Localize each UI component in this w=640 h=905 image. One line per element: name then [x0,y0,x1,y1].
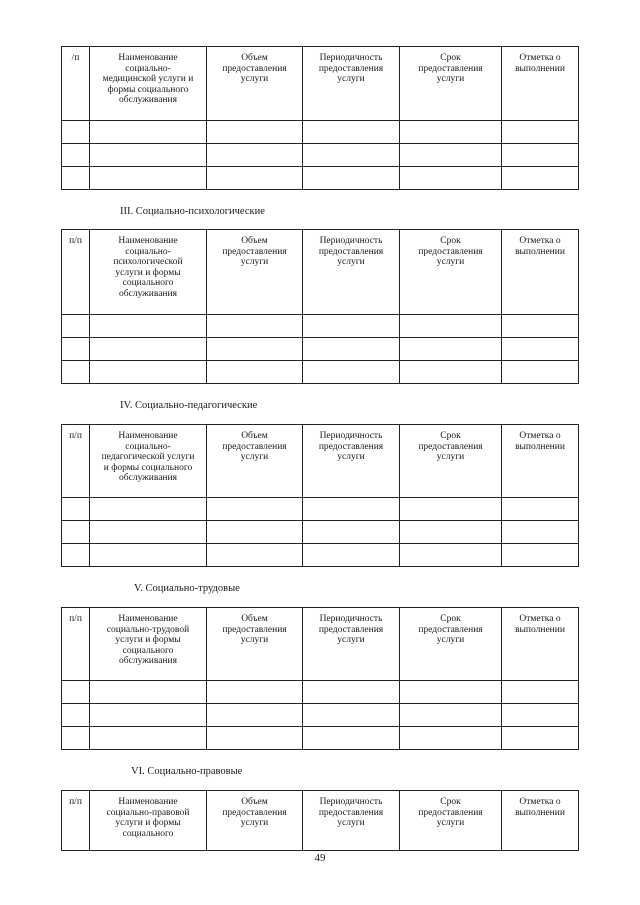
table-cell[interactable] [207,544,303,567]
header-number: п/п [62,425,90,498]
table-cell[interactable] [90,521,207,544]
header-term: Срок предоставления услуги [400,608,502,681]
header-service-name: Наименование социально- психологической услуги и формы социального обслуживания [90,230,207,315]
header-periodicity: Периодичность предоставления услуги [303,47,400,121]
table-cell[interactable] [502,167,579,190]
table-cell[interactable] [303,521,400,544]
table-cell[interactable] [207,498,303,521]
header-completion-mark: Отметка о выполнении [502,791,579,851]
table-cell[interactable] [400,167,502,190]
table-row [62,167,579,190]
header-service-name: Наименование социально- педагогической услуги и формы социального обслуживания [90,425,207,498]
table-cell[interactable] [502,521,579,544]
table-cell[interactable] [400,521,502,544]
table-row [62,498,579,521]
table-row [62,521,579,544]
header-volume: Объем предоставления услуги [207,425,303,498]
table-header-row [62,791,579,851]
header-service-name: Наименование социально- медицинской услуги и формы социального обслуживания [90,47,207,121]
header-completion-mark: Отметка о выполнении [502,425,579,498]
service-table-pedagogical [61,424,579,567]
table-cell[interactable] [502,681,579,704]
header-term: Срок предоставления услуги [400,425,502,498]
table-header-row [62,47,579,121]
table-cell[interactable] [90,681,207,704]
table-row [62,704,579,727]
section-title-psychological: III. Социально-психологические [120,206,265,217]
table-cell[interactable] [207,315,303,338]
table-cell[interactable] [90,498,207,521]
table-cell[interactable] [207,704,303,727]
section-title-legal: VI. Социально-правовые [131,766,243,777]
table-row [62,544,579,567]
table-cell[interactable] [303,544,400,567]
table-cell[interactable] [90,704,207,727]
table-cell[interactable] [502,544,579,567]
header-volume: Объем предоставления услуги [207,47,303,121]
table-cell[interactable] [207,521,303,544]
table-header-row [62,608,579,681]
header-number: /п [62,47,90,121]
table-cell[interactable] [400,315,502,338]
table-cell[interactable] [303,681,400,704]
table-cell[interactable] [90,338,207,361]
service-table-legal [61,790,579,851]
table-cell[interactable] [207,144,303,167]
table-cell[interactable] [62,315,90,338]
table-cell[interactable] [303,121,400,144]
table-cell[interactable] [90,727,207,750]
header-number: п/п [62,608,90,681]
table-cell[interactable] [502,338,579,361]
header-completion-mark: Отметка о выполнении [502,47,579,121]
table-cell[interactable] [400,727,502,750]
table-cell[interactable] [502,144,579,167]
section-title-labor: V. Социально-трудовые [134,583,240,594]
table-cell[interactable] [62,338,90,361]
table-cell[interactable] [400,681,502,704]
service-table-labor [61,607,579,750]
service-table-psychological [61,229,579,384]
table-cell[interactable] [62,727,90,750]
table-cell[interactable] [207,338,303,361]
table-cell[interactable] [303,704,400,727]
table-cell[interactable] [207,121,303,144]
header-periodicity: Периодичность предоставления услуги [303,608,400,681]
table-cell[interactable] [207,727,303,750]
table-cell[interactable] [90,121,207,144]
table-cell[interactable] [502,727,579,750]
header-service-name: Наименование социально-правовой услуги и формы социального [90,791,207,851]
table-row [62,144,579,167]
table-cell[interactable] [62,681,90,704]
table-cell[interactable] [62,361,90,384]
header-number: п/п [62,791,90,851]
table-cell[interactable] [400,498,502,521]
table-cell[interactable] [62,544,90,567]
table-cell[interactable] [90,544,207,567]
header-volume: Объем предоставления услуги [207,791,303,851]
header-completion-mark: Отметка о выполнении [502,230,579,315]
table-header-row [62,230,579,315]
header-volume: Объем предоставления услуги [207,608,303,681]
table-cell[interactable] [502,315,579,338]
header-term: Срок предоставления услуги [400,791,502,851]
table-cell[interactable] [400,338,502,361]
table-row [62,338,579,361]
table-cell[interactable] [62,121,90,144]
table-cell[interactable] [303,727,400,750]
table-row [62,121,579,144]
table-cell[interactable] [90,144,207,167]
table-row [62,681,579,704]
header-volume: Объем предоставления услуги [207,230,303,315]
table-cell[interactable] [502,361,579,384]
table-cell[interactable] [400,121,502,144]
table-cell[interactable] [400,544,502,567]
table-cell[interactable] [62,167,90,190]
table-cell[interactable] [303,167,400,190]
table-cell[interactable] [400,361,502,384]
table-cell[interactable] [303,361,400,384]
page-number: 49 [314,852,326,864]
table-cell[interactable] [207,361,303,384]
table-cell[interactable] [62,498,90,521]
table-cell[interactable] [62,704,90,727]
table-cell[interactable] [400,704,502,727]
table-cell[interactable] [62,521,90,544]
table-header-row [62,425,579,498]
header-periodicity: Периодичность предоставления услуги [303,791,400,851]
header-service-name: Наименование социально-трудовой услуги и формы социального обслуживания [90,608,207,681]
header-term: Срок предоставления услуги [400,47,502,121]
table-cell[interactable] [207,167,303,190]
table-cell[interactable] [303,338,400,361]
header-periodicity: Периодичность предоставления услуги [303,230,400,315]
table-cell[interactable] [90,361,207,384]
header-number: п/п [62,230,90,315]
table-cell[interactable] [207,681,303,704]
table-cell[interactable] [62,144,90,167]
table-row [62,361,579,384]
table-cell[interactable] [502,498,579,521]
table-row [62,727,579,750]
table-row [62,315,579,338]
table-cell[interactable] [400,144,502,167]
header-periodicity: Периодичность предоставления услуги [303,425,400,498]
table-cell[interactable] [303,144,400,167]
section-title-pedagogical: IV. Социально-педагогические [120,400,258,411]
table-cell[interactable] [90,167,207,190]
header-term: Срок предоставления услуги [400,230,502,315]
table-cell[interactable] [502,704,579,727]
table-cell[interactable] [303,315,400,338]
table-cell[interactable] [90,315,207,338]
service-table-medical [61,46,579,190]
table-cell[interactable] [303,498,400,521]
table-cell[interactable] [502,121,579,144]
header-completion-mark: Отметка о выполнении [502,608,579,681]
